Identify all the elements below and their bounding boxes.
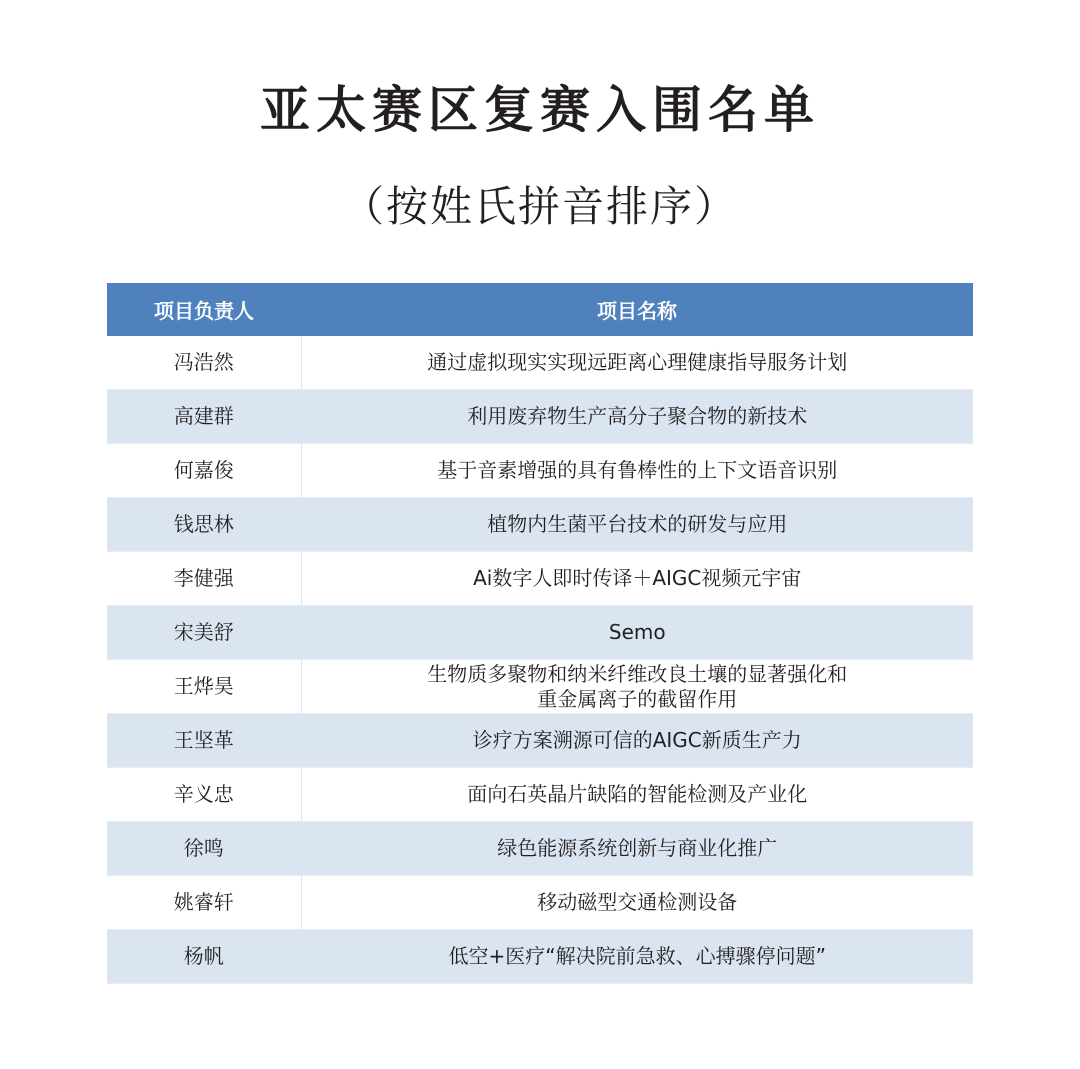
table-row [107, 714, 973, 768]
leader-cell: 徐鸣 [107, 822, 301, 876]
project-cell: 低空+医疗“解决院前急救、心搏骤停问题” [301, 930, 973, 984]
project-line: 重金属离子的截留作用 [537, 686, 738, 711]
project-cell: 诊疗方案溯源可信的AIGC新质生产力 [301, 714, 973, 768]
leader-cell: 宋美舒 [107, 606, 301, 660]
table-row [107, 768, 973, 822]
finalists-table [107, 283, 973, 984]
project-cell: 植物内生菌平台技术的研发与应用 [301, 498, 973, 552]
leader-cell: 杨帆 [107, 930, 301, 984]
project-cell: Ai数字人即时传译＋AIGC视频元宇宙 [301, 552, 973, 606]
table-row [107, 552, 973, 606]
project-cell: 利用废弃物生产高分子聚合物的新技术 [301, 390, 973, 444]
project-cell: 通过虚拟现实实现远距离心理健康指导服务计划 [301, 336, 973, 390]
table-row [107, 930, 973, 984]
project-cell: 绿色能源系统创新与商业化推广 [301, 822, 973, 876]
project-cell [301, 660, 973, 714]
page-subtitle: （按姓氏拼音排序） [341, 182, 738, 231]
project-line: 生物质多聚物和纳米纤维改良土壤的显著强化和 [427, 661, 848, 686]
leader-cell: 辛义忠 [107, 768, 301, 822]
leader-cell: 王坚革 [107, 714, 301, 768]
table-row [107, 390, 973, 444]
project-cell: Semo [301, 606, 973, 660]
table-row [107, 606, 973, 660]
leader-cell: 王烨昊 [107, 660, 301, 714]
leader-cell: 高建群 [107, 390, 301, 444]
leader-cell: 姚睿轩 [107, 876, 301, 930]
page-title: 亚太赛区复赛入围名单 [260, 81, 820, 139]
header-project-name: 项目名称 [301, 283, 973, 336]
project-cell: 面向石英晶片缺陷的智能检测及产业化 [301, 768, 973, 822]
project-cell: 基于音素增强的具有鲁棒性的上下文语音识别 [301, 444, 973, 498]
table-row [107, 444, 973, 498]
leader-cell: 钱思林 [107, 498, 301, 552]
leader-cell: 何嘉俊 [107, 444, 301, 498]
leader-cell: 李健强 [107, 552, 301, 606]
table-row [107, 660, 973, 714]
project-cell: 移动磁型交通检测设备 [301, 876, 973, 930]
table-row [107, 876, 973, 930]
table-row [107, 498, 973, 552]
leader-cell: 冯浩然 [107, 336, 301, 390]
header-project-leader: 项目负责人 [107, 283, 301, 336]
table-header-row [107, 283, 973, 336]
table-row [107, 336, 973, 390]
table-row [107, 822, 973, 876]
